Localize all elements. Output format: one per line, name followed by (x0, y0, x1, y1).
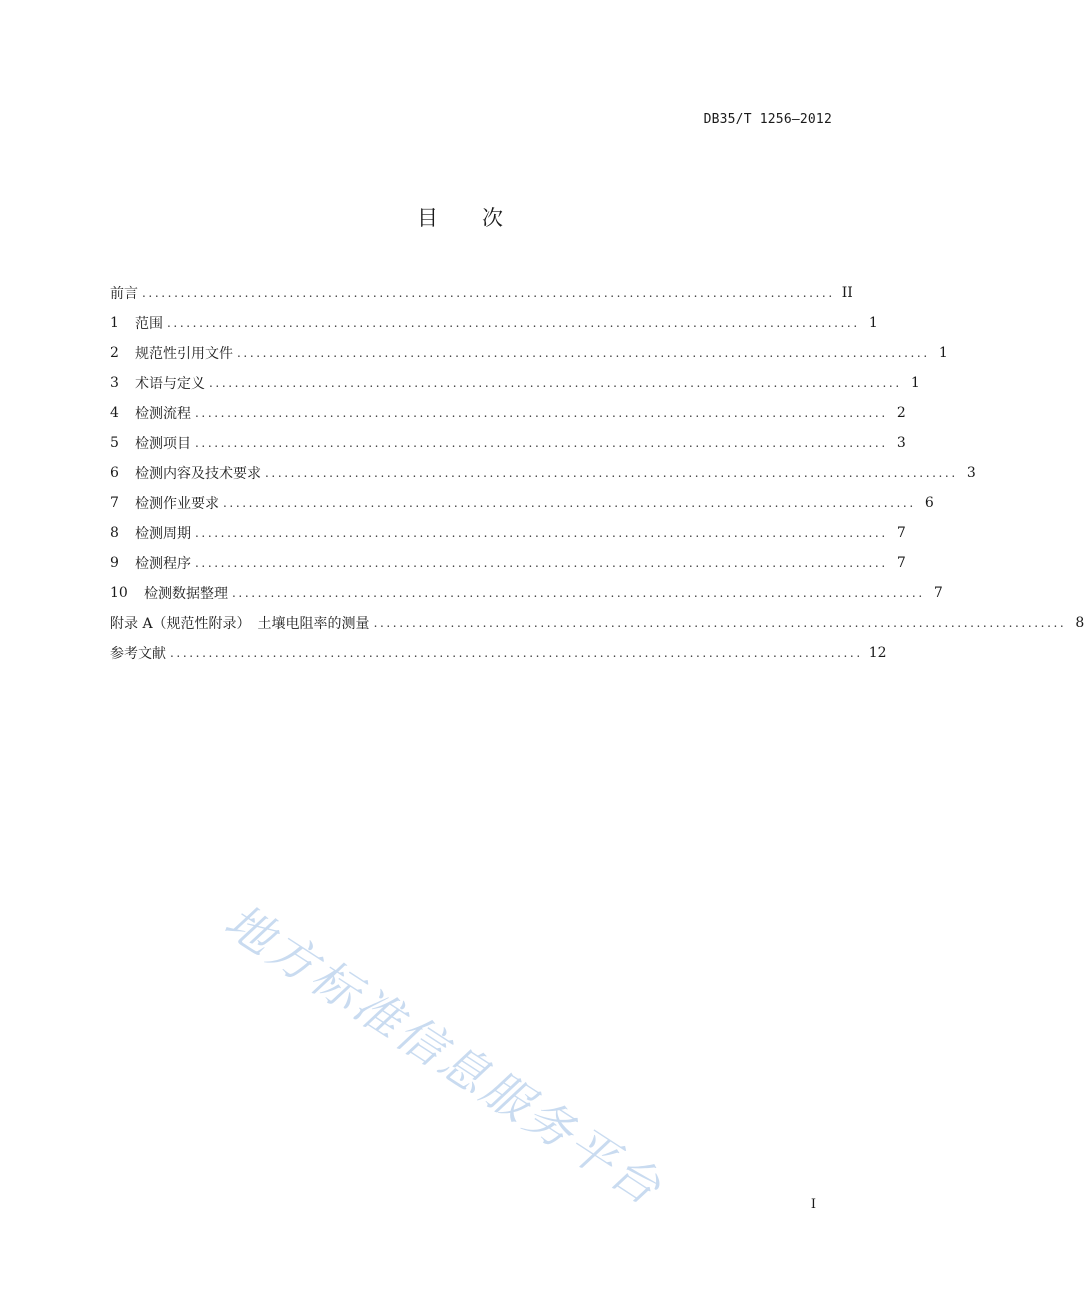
toc-entry-label: 范围 (135, 316, 163, 332)
watermark: 地方标准信息服务平台 (214, 893, 673, 1218)
toc-entry-cycle[interactable] (110, 518, 906, 548)
toc-entry-page: 12 (868, 645, 887, 661)
toc-entry-operation[interactable] (110, 488, 934, 518)
toc-entry-label: 附录 A（规范性附录） 土壤电阻率的测量 (110, 616, 370, 632)
toc-leader-dots: ............................................................................................................ (237, 346, 930, 360)
toc-entry-bibliography[interactable] (110, 638, 887, 668)
title-char-2: 次 (482, 206, 503, 230)
toc-entry-label: 检测流程 (135, 406, 191, 422)
toc-entry-page: 2 (896, 405, 906, 421)
toc-entry-terms[interactable] (110, 368, 920, 398)
toc-entry-number: 10 (110, 585, 128, 601)
toc-entry-number: 7 (110, 495, 119, 511)
toc-entry-page: 3 (966, 465, 976, 481)
toc-leader-dots: ............................................................................................................ (167, 316, 860, 330)
toc-entry-label: 检测周期 (135, 526, 191, 542)
toc-entry-label: 参考文献 (110, 646, 166, 662)
toc-entry-items[interactable] (110, 428, 906, 458)
toc-entry-foreword[interactable] (110, 278, 853, 308)
toc-entry-page: II (841, 285, 853, 301)
toc-entry-number: 4 (110, 405, 119, 421)
toc-entry-label: 前言 (110, 286, 138, 302)
toc-leader-dots: ............................................................................................................ (232, 586, 925, 600)
toc-leader-dots: ............................................................................................................ (170, 646, 863, 660)
table-of-contents (110, 278, 1084, 668)
standard-code: DB35/T 1256—2012 (703, 112, 832, 127)
toc-entry-page: 1 (938, 345, 948, 361)
toc-leader-dots: ............................................................................................................ (195, 526, 888, 540)
toc-entry-procedure[interactable] (110, 548, 906, 578)
page-title (0, 202, 920, 232)
toc-entry-page: 6 (924, 495, 934, 511)
toc-entry-label: 检测程序 (135, 556, 191, 572)
toc-entry-number: 2 (110, 345, 119, 361)
toc-entry-number: 9 (110, 555, 119, 571)
toc-entry-page: 7 (896, 555, 906, 571)
toc-entry-number: 5 (110, 435, 119, 451)
toc-entry-page: 7 (896, 525, 906, 541)
toc-leader-dots: ............................................................................................................ (195, 556, 888, 570)
toc-leader-dots: ............................................................................................................ (195, 436, 888, 450)
toc-entry-page: 8 (1075, 615, 1084, 631)
toc-entry-page: 7 (933, 585, 943, 601)
toc-leader-dots: ............................................................................................................ (265, 466, 958, 480)
toc-entry-label: 检测内容及技术要求 (135, 466, 261, 482)
toc-entry-label: 术语与定义 (135, 376, 205, 392)
toc-entry-process[interactable] (110, 398, 906, 428)
toc-entry-appendix-a[interactable] (110, 608, 1084, 638)
toc-entry-normative-references[interactable] (110, 338, 948, 368)
toc-entry-number: 8 (110, 525, 119, 541)
title-char-1: 目 (417, 206, 438, 230)
toc-entry-label: 检测数据整理 (144, 586, 228, 602)
toc-entry-number: 3 (110, 375, 119, 391)
page-number: I (810, 1197, 816, 1212)
toc-entry-number: 1 (110, 315, 119, 331)
toc-leader-dots: ............................................................................................................ (209, 376, 902, 390)
toc-entry-label: 检测作业要求 (135, 496, 219, 512)
toc-entry-page: 3 (896, 435, 906, 451)
toc-entry-data-processing[interactable] (110, 578, 943, 608)
toc-entry-page: 1 (868, 315, 878, 331)
toc-entry-content-requirements[interactable] (110, 458, 976, 488)
toc-entry-label: 规范性引用文件 (135, 346, 233, 362)
toc-entry-number: 6 (110, 465, 119, 481)
toc-leader-dots: ............................................................................................................ (373, 616, 1067, 630)
toc-leader-dots: ............................................................................................................ (195, 406, 888, 420)
toc-leader-dots: ............................................................................................................ (142, 286, 835, 300)
toc-leader-dots: ............................................................................................................ (223, 496, 916, 510)
toc-entry-label: 检测项目 (135, 436, 191, 452)
toc-entry-scope[interactable] (110, 308, 878, 338)
toc-entry-page: 1 (910, 375, 920, 391)
